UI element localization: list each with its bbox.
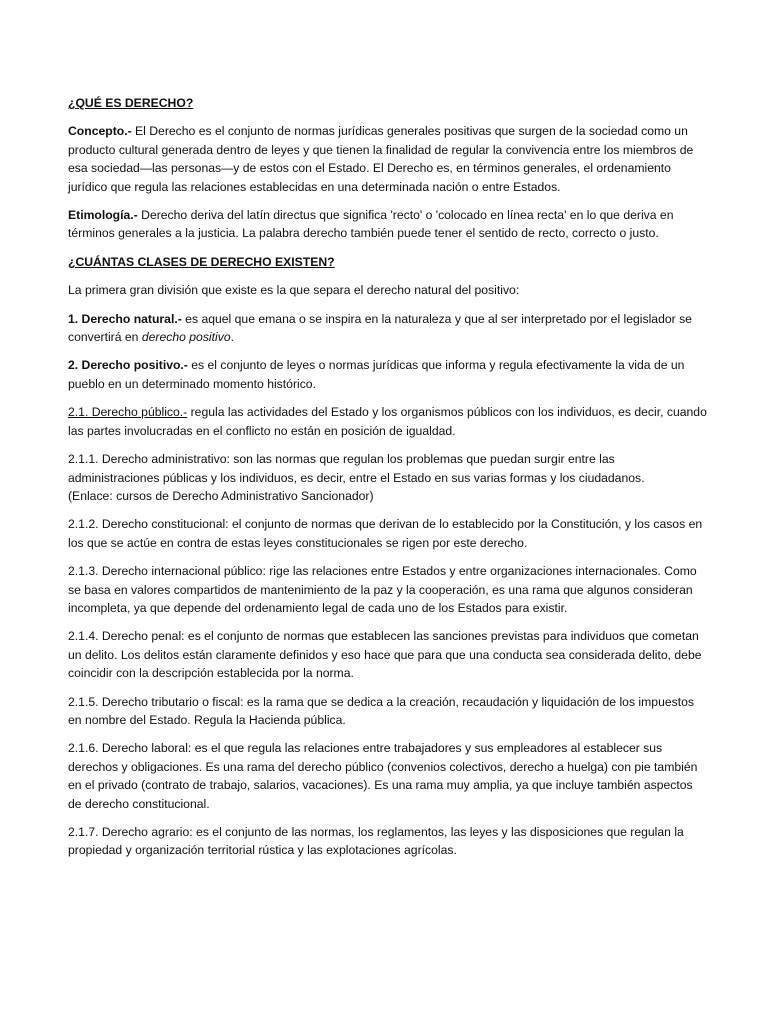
paragraph-derecho-tributario: 2.1.5. Derecho tributario o fiscal: es la rama que se dedica a la creación, recaudación y liquidación de los impuestos en nombre del Estado. Regula la Hacienda pública. <box>68 694 694 727</box>
etimologia-label: Etimología.- <box>68 208 138 223</box>
concepto-label: Concepto.- <box>68 124 132 139</box>
document-page <box>68 94 708 870</box>
paragraph-derecho-natural <box>68 310 708 347</box>
derecho-administrativo-link-note: (Enlace: cursos de Derecho Administrativo Sancionador) <box>68 488 374 503</box>
paragraph-derecho-administrativo <box>68 450 708 505</box>
paragraph-derecho-publico <box>68 403 708 440</box>
derecho-natural-label: 1. Derecho natural.- <box>68 311 182 326</box>
derecho-publico-label: 2.1. Derecho público.- <box>68 405 188 420</box>
derecho-natural-text: es aquel que emana o se inspira en la naturaleza y que al ser interpretado por el legislador se convertirá en <box>68 311 692 345</box>
derecho-administrativo-text: 2.1.1. Derecho administrativo: son las normas que regulan los problemas que puedan surgir entre las administraciones públicas y los individuos, es decir, entre el Estado en sus varias formas y los ciudadanos. <box>68 452 645 485</box>
heading-que-es-derecho: ¿QUÉ ES DERECHO? <box>68 96 194 110</box>
paragraph-derecho-constitucional: 2.1.2. Derecho constitucional: el conjunto de normas que derivan de lo establecido por la Constitución, y los casos en los que se actúe en contra de estas leyes constitucionales se rigen por este derecho. <box>68 517 703 550</box>
paragraph-concepto <box>68 122 708 196</box>
paragraph-derecho-positivo <box>68 356 708 393</box>
derecho-natural-italic: derecho positivo <box>141 330 231 345</box>
derecho-natural-end: . <box>230 330 234 345</box>
heading-clases-de-derecho: ¿CUÁNTAS CLASES DE DERECHO EXISTEN? <box>68 254 335 269</box>
etimologia-text: Derecho deriva del latín directus que significa 'recto' o 'colocado en línea recta' en lo que deriva en términos generales a la justicia. La palabra derecho también puede tener el sentido de recto, correcto o justo. <box>68 208 674 241</box>
paragraph-etimologia <box>68 206 708 243</box>
paragraph-derecho-laboral: 2.1.6. Derecho laboral: es el que regula las relaciones entre trabajadores y sus empleadores al establecer sus derechos y obligaciones. Es una rama del derecho público (convenios colectivos, derecho a huelga) con pie también en el privado (contrato de trabajo, salarios, vacaciones). Es una rama muy amplia, ya que incluye también aspectos de derecho constitucional. <box>68 741 698 811</box>
concepto-text: El Derecho es el conjunto de normas jurídicas generales positivas que surgen de la sociedad como un producto cultural generada dentro de leyes y que tienen la finalidad de regular la convivencia entre los miembros de esa sociedad—las personas—y de estos con el Estado. El Derecho es, en términos generales, el ordenamiento jurídico que regula las relaciones establecidas en una determinada nación o entre Estados. <box>68 124 694 194</box>
paragraph-intro: La primera gran división que existe es la que separa el derecho natural del positivo: <box>68 283 520 298</box>
derecho-publico-text: regula las actividades del Estado y los organismos públicos con los individuos, es decir, cuando las partes involucradas en el conflicto no están en posición de igualdad. <box>68 405 707 438</box>
paragraph-derecho-penal: 2.1.4. Derecho penal: es el conjunto de normas que establecen las sanciones previstas para individuos que cometan un delito. Los delitos están claramente definidos y eso hace que para que una conducta sea considerada delito, debe coincidir con la descripción establecida por la norma. <box>68 629 702 681</box>
derecho-positivo-label: 2. Derecho positivo.- <box>68 358 188 373</box>
paragraph-derecho-internacional: 2.1.3. Derecho internacional público: rige las relaciones entre Estados y entre organizaciones internacionales. Como se basa en valores compartidos de mantenimiento de la paz y la cooperación, es una rama que algunos consideran incompleta, ya que depende del ordenamiento legal de cada uno de los Estados para existir. <box>68 564 697 615</box>
derecho-positivo-text: es el conjunto de leyes o normas jurídicas que informa y regula efectivamente la vida de un pueblo en un determinado momento histórico. <box>68 358 685 391</box>
paragraph-derecho-agrario: 2.1.7. Derecho agrario: es el conjunto de las normas, los reglamentos, las leyes y las disposiciones que regulan la propiedad y organización territorial rústica y las explotaciones agrícolas. <box>68 825 684 858</box>
